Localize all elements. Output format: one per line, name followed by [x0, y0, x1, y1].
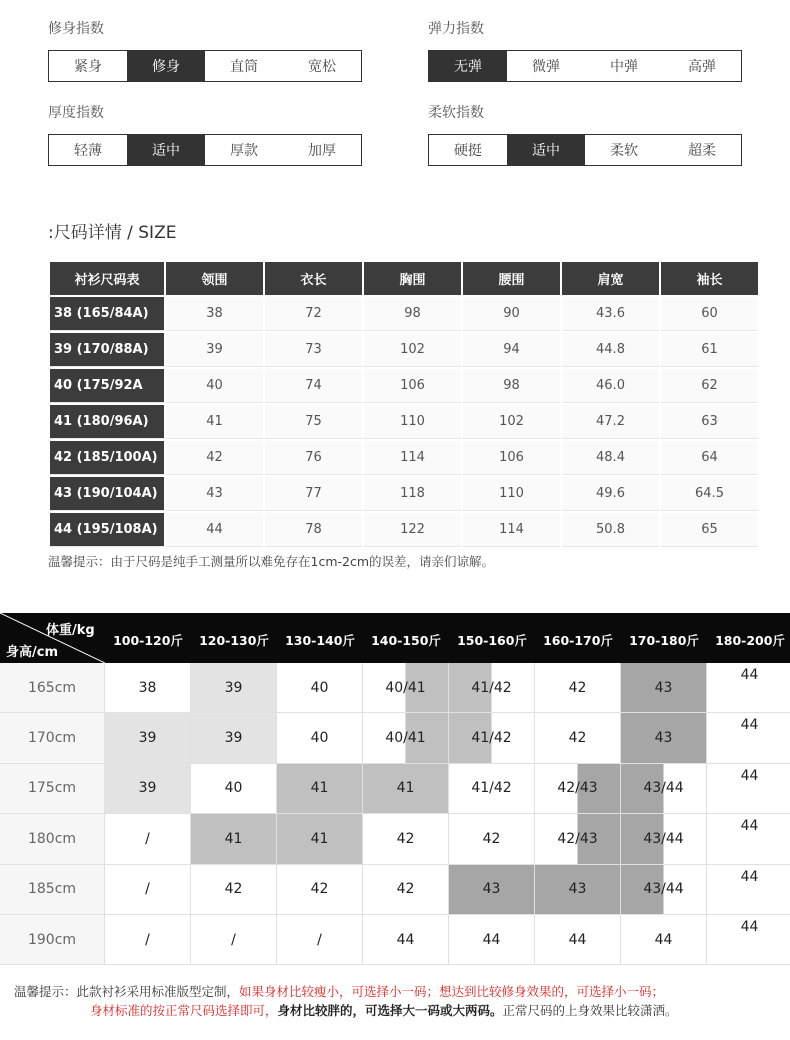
size-row-label: 42 (185/100A) [50, 441, 164, 475]
size-cell: 64.5 [661, 477, 758, 511]
height-row-label: 190cm [0, 915, 105, 965]
height-row-label: 180cm [0, 814, 105, 864]
size-cell: 73 [265, 333, 362, 367]
size-table-row [50, 513, 758, 547]
recommend-cell: 41 [277, 814, 363, 864]
recommend-cell: 43/44 [621, 764, 707, 814]
recommend-cell: 39 [191, 663, 277, 713]
index-option: 直筒 [205, 51, 283, 81]
size-cell: 72 [265, 297, 362, 331]
size-table-header: 领围 [166, 262, 263, 295]
height-row-label: 185cm [0, 865, 105, 915]
size-cell: 39 [166, 333, 263, 367]
recommend-cell: 44 [621, 915, 707, 965]
weight-axis-label: 体重/kg [46, 623, 95, 638]
size-row-label: 38 (165/84A) [50, 297, 164, 331]
recommend-cell: / [105, 915, 191, 965]
size-table-row [50, 405, 758, 439]
index-option: 超柔 [663, 135, 741, 165]
index-label: 修身指数 [48, 21, 104, 37]
recommend-cell: / [277, 915, 363, 965]
recommend-cell: / [105, 814, 191, 864]
recommend-cell: 39 [191, 713, 277, 763]
height-axis-label: 身高/cm [6, 645, 59, 660]
recommend-cell: 42/43 [535, 814, 621, 864]
size-cell: 48.4 [562, 441, 659, 475]
index-label: 弹力指数 [428, 21, 484, 37]
size-cell: 49.6 [562, 477, 659, 511]
size-table-header: 袖长 [661, 262, 758, 295]
recommend-cell: 42 [363, 865, 449, 915]
weight-column-header: 100-120斤 [113, 633, 183, 648]
size-cell: 46.0 [562, 369, 659, 403]
weight-column-header: 150-160斤 [457, 633, 527, 648]
size-cell: 106 [463, 441, 560, 475]
recommend-header [0, 613, 790, 663]
size-cell: 114 [364, 441, 461, 475]
recommend-cell: 39 [105, 764, 191, 814]
size-table-header: 胸围 [364, 262, 461, 295]
size-cell: 50.8 [562, 513, 659, 547]
recommend-cell: / [191, 915, 277, 965]
size-cell: 43.6 [562, 297, 659, 331]
recommend-cell: 43 [449, 865, 535, 915]
note-red-2: 身材标准的按正常尺码选择即可， [90, 1003, 278, 1018]
size-cell: 65 [661, 513, 758, 547]
recommend-cell: 41/42 [449, 663, 535, 713]
index-scale [48, 134, 362, 166]
index-scale [428, 134, 742, 166]
index-option: 微弹 [507, 51, 585, 81]
size-row-label: 43 (190/104A) [50, 477, 164, 511]
recommend-cell: 40/41 [363, 663, 449, 713]
index-option-selected: 修身 [127, 51, 205, 81]
size-cell: 77 [265, 477, 362, 511]
recommend-cell: 44 [535, 915, 621, 965]
fit-advice-note [14, 982, 678, 1020]
size-table-header: 腰围 [463, 262, 560, 295]
index-scale [428, 50, 742, 82]
size-table-row [50, 369, 758, 403]
recommend-cell: 44 [449, 915, 535, 965]
height-row-label: 170cm [0, 713, 105, 763]
size-cell: 118 [364, 477, 461, 511]
recommend-cell: 43 [621, 663, 707, 713]
note-bold: 身材比较胖的，可选择大一码或大两码。 [277, 1003, 503, 1018]
size-cell: 61 [661, 333, 758, 367]
note-suffix: 正常尺码的上身效果比较潇洒。 [502, 1003, 678, 1018]
weight-column-header: 140-150斤 [371, 633, 441, 648]
index-option-selected: 适中 [127, 135, 205, 165]
size-table-header: 衣长 [265, 262, 362, 295]
recommend-cell: / [105, 865, 191, 915]
size-cell: 110 [364, 405, 461, 439]
recommend-cell: 41 [191, 814, 277, 864]
size-cell: 44 [166, 513, 263, 547]
size-cell: 110 [463, 477, 560, 511]
size-row-label: 44 (195/108A) [50, 513, 164, 547]
recommend-cell: 42 [277, 865, 363, 915]
recommend-cell: 39 [105, 713, 191, 763]
size-cell: 94 [463, 333, 560, 367]
size-cell: 43 [166, 477, 263, 511]
index-scale [48, 50, 362, 82]
size-table-row [50, 333, 758, 367]
recommend-cell: 42 [449, 814, 535, 864]
index-option: 中弹 [585, 51, 663, 81]
index-option-selected: 无弹 [429, 51, 507, 81]
measurement-note: 温馨提示：由于尺码是纯手工测量所以难免存在1cm-2cm的误差，请亲们谅解。 [48, 554, 495, 569]
size-table-row [50, 297, 758, 331]
size-table-corner: 衬衫尺码表 [50, 262, 164, 295]
recommend-cell: 43/44 [621, 865, 707, 915]
size-cell: 75 [265, 405, 362, 439]
recommend-cell: 44 [707, 713, 790, 763]
size-cell: 98 [364, 297, 461, 331]
recommend-cell: 44 [707, 814, 790, 864]
size-cell: 40 [166, 369, 263, 403]
index-option: 紧身 [49, 51, 127, 81]
recommend-cell: 40 [277, 663, 363, 713]
size-cell: 47.2 [562, 405, 659, 439]
weight-column-header: 170-180斤 [629, 633, 699, 648]
size-row-label: 39 (170/88A) [50, 333, 164, 367]
index-option: 柔软 [585, 135, 663, 165]
size-cell: 62 [661, 369, 758, 403]
size-cell: 38 [166, 297, 263, 331]
size-cell: 114 [463, 513, 560, 547]
recommend-cell: 44 [363, 915, 449, 965]
size-cell: 122 [364, 513, 461, 547]
recommend-cell: 40 [191, 764, 277, 814]
weight-column-header: 160-170斤 [543, 633, 613, 648]
size-cell: 60 [661, 297, 758, 331]
index-label: 厚度指数 [48, 105, 104, 121]
recommend-cell: 43 [535, 865, 621, 915]
size-table [48, 260, 760, 549]
recommend-cell: 44 [707, 764, 790, 814]
size-cell: 98 [463, 369, 560, 403]
recommend-cell: 38 [105, 663, 191, 713]
recommend-cell: 41 [277, 764, 363, 814]
weight-column-header: 180-200斤 [715, 633, 785, 648]
height-row-label: 175cm [0, 764, 105, 814]
weight-column-header: 130-140斤 [285, 633, 355, 648]
recommend-cell: 44 [707, 915, 790, 965]
index-option: 加厚 [283, 135, 361, 165]
weight-column-header: 120-130斤 [199, 633, 269, 648]
size-cell: 78 [265, 513, 362, 547]
index-option: 轻薄 [49, 135, 127, 165]
index-option: 厚款 [205, 135, 283, 165]
size-cell: 64 [661, 441, 758, 475]
size-row-label: 40 (175/92A [50, 369, 164, 403]
size-cell: 41 [166, 405, 263, 439]
size-section-title: :尺码详情 / SIZE [48, 223, 177, 243]
recommend-cell: 41/42 [449, 764, 535, 814]
index-label: 柔软指数 [428, 105, 484, 121]
index-option: 高弹 [663, 51, 741, 81]
recommend-cell: 40/41 [363, 713, 449, 763]
note-prefix: 温馨提示：此款衬衫采用标准版型定制， [14, 984, 240, 999]
recommend-cell: 41/42 [449, 713, 535, 763]
recommend-cell: 42 [535, 663, 621, 713]
size-cell: 42 [166, 441, 263, 475]
size-cell: 102 [463, 405, 560, 439]
recommend-cell: 42 [363, 814, 449, 864]
recommend-cell: 42 [535, 713, 621, 763]
size-cell: 90 [463, 297, 560, 331]
recommend-cell: 43/44 [621, 814, 707, 864]
index-option: 硬挺 [429, 135, 507, 165]
index-option-selected: 适中 [507, 135, 585, 165]
size-table-header: 肩宽 [562, 262, 659, 295]
size-cell: 63 [661, 405, 758, 439]
recommend-cell: 44 [707, 865, 790, 915]
index-option: 宽松 [283, 51, 361, 81]
note-red-1: 如果身材比较瘦小，可选择小一码；想达到比较修身效果的，可选择小一码； [239, 984, 665, 999]
size-cell: 106 [364, 369, 461, 403]
recommend-cell: 42 [191, 865, 277, 915]
size-cell: 74 [265, 369, 362, 403]
size-row-label: 41 (180/96A) [50, 405, 164, 439]
recommend-cell: 43 [621, 713, 707, 763]
height-row-label: 165cm [0, 663, 105, 713]
size-table-row [50, 477, 758, 511]
size-cell: 44.8 [562, 333, 659, 367]
size-cell: 102 [364, 333, 461, 367]
recommend-cell: 40 [277, 713, 363, 763]
size-table-row [50, 441, 758, 475]
recommend-cell: 41 [363, 764, 449, 814]
recommend-cell: 42/43 [535, 764, 621, 814]
size-cell: 76 [265, 441, 362, 475]
recommend-cell: 44 [707, 663, 790, 713]
